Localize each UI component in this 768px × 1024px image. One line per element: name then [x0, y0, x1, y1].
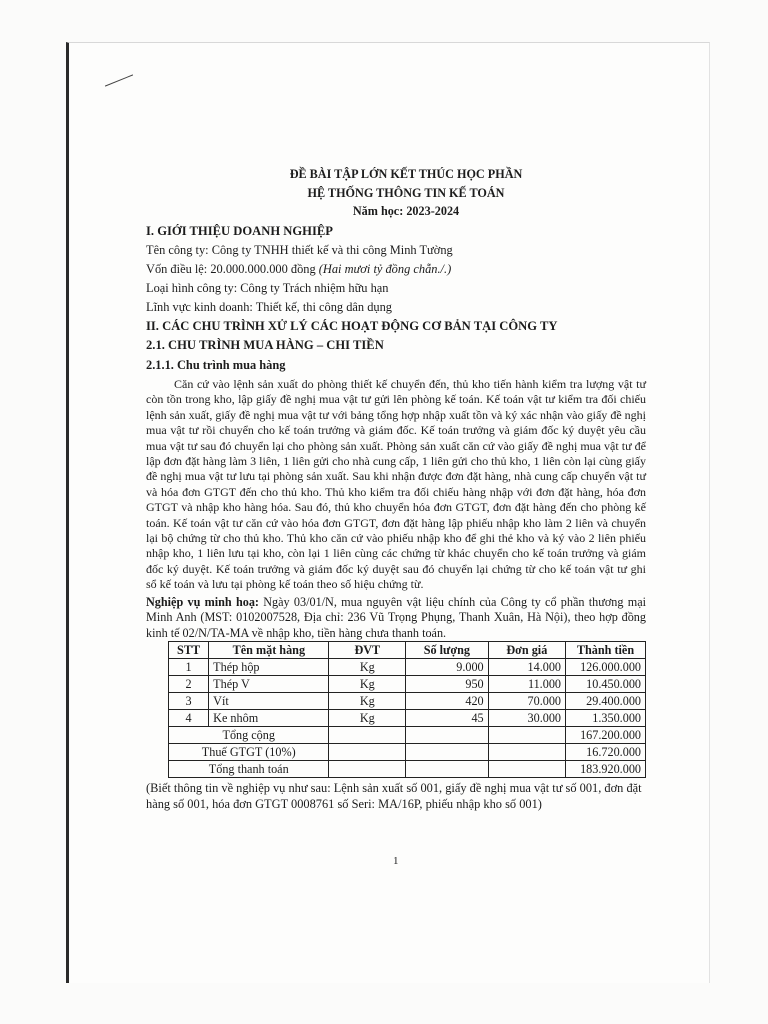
cell-quantity: 420	[406, 693, 489, 710]
process-paragraph: Căn cứ vào lệnh sản xuất do phòng thiết kế chuyển đến, thủ kho tiến hành kiểm tra lượng vật tư còn tồn trong kho, lập giấy đề nghị mua vật tư gửi lên phòng kế toán. Kế toán vật tư kiểm tra đối chiếu lệnh sản xuất, giấy đề nghị mua vật tư với bảng tổng hợp nhập xuất tồn và ký xác nhận vào giấy đề nghị mua vật tư rồi chuyển cho kế toán trưởng và giám đốc. Kế toán trưởng và giám đốc ký duyệt yêu cầu mua vật tư sau đó chuyển lại cho phòng sản xuất. Phòng sản xuất căn cứ vào giấy đề nghị mua vật tư để lập đơn đặt hàng làm 3 liên, 1 liên gửi cho nhà cung cấp, 1 liên gửi cho thủ kho, 1 liên còn lại cùng giấy đề nghị mua vật tư lưu tại phòng sản xuất. Sau khi nhận được đơn đặt hàng, nhà cung cấp chuyển vật tư và hóa đơn GTGT đến cho thủ kho. Thủ kho kiểm tra đối chiếu hàng nhập với đơn đặt hàng, hóa đơn GTGT và nhập kho hàng hóa. Sau đó, thủ kho chuyển hóa đơn GTGT, đơn đặt hàng đến cho phòng kế toán. Kế toán vật tư căn cứ vào hóa đơn GTGT, đơn đặt hàng lập phiếu nhập kho làm 2 liên và chuyển lại bộ chứng từ cho thủ kho. Thủ kho căn cứ vào phiếu nhập kho để ghi thẻ kho và ký vào 2 liên phiếu nhập kho, 1 liên lưu tại kho, còn lại 1 liên cùng các chứng từ khác chuyển cho kế toán trưởng và giám đốc ký duyệt. Kế toán trưởng và giám đốc ký duyệt sau đó chuyển lại chứng từ cho kế toán vật tư ghi sổ kế toán và lưu tại phòng kế toán theo số hiệu chứng từ.	[146, 377, 646, 592]
grand-total-row	[169, 761, 646, 778]
cell-price: 30.000	[488, 710, 565, 727]
vat-label: Thuế GTGT (10%)	[169, 744, 329, 761]
cell-amount: 126.000.000	[566, 659, 646, 676]
business-field: Lĩnh vực kinh doanh: Thiết kế, thi công dân dụng	[146, 300, 392, 314]
cell-stt: 4	[169, 710, 209, 727]
cell-price: 70.000	[488, 693, 565, 710]
empty-cell	[488, 727, 565, 744]
page-number: 1	[393, 855, 399, 867]
cell-quantity: 45	[406, 710, 489, 727]
col-header-quantity: Số lượng	[406, 642, 489, 659]
empty-cell	[488, 761, 565, 778]
cell-unit: Kg	[329, 693, 406, 710]
cell-stt: 2	[169, 676, 209, 693]
col-header-item: Tên mặt hàng	[209, 642, 329, 659]
section2-1-1-heading: 2.1.1. Chu trình mua hàng	[146, 358, 286, 372]
cell-unit: Kg	[329, 710, 406, 727]
table-row	[169, 676, 646, 693]
empty-cell	[406, 744, 489, 761]
charter-capital	[146, 260, 646, 279]
charter-capital-words: (Hai mươi tỷ đồng chẵn./.)	[318, 262, 452, 276]
table-row	[169, 693, 646, 710]
cell-price: 11.000	[488, 676, 565, 693]
document-title-line1: ĐỀ BÀI TẬP LỚN KẾT THÚC HỌC PHẦN	[289, 167, 523, 181]
company-type: Loại hình công ty: Công ty Trách nhiệm hữu hạn	[146, 281, 389, 295]
cell-price: 14.000	[488, 659, 565, 676]
col-header-amount: Thành tiền	[566, 642, 646, 659]
cell-amount: 1.350.000	[566, 710, 646, 727]
vat-row	[169, 744, 646, 761]
grand-total-value: 183.920.000	[566, 761, 646, 778]
cell-item: Thép V	[209, 676, 329, 693]
grand-total-label: Tổng thanh toán	[169, 761, 329, 778]
cell-amount: 29.400.000	[566, 693, 646, 710]
section2-1-heading: 2.1. CHU TRÌNH MUA HÀNG – CHI TIỀN	[146, 338, 384, 352]
cell-item: Thép hộp	[209, 659, 329, 676]
cell-item: Ke nhôm	[209, 710, 329, 727]
example-label: Nghiệp vụ minh hoạ:	[146, 594, 259, 609]
empty-cell	[488, 744, 565, 761]
document-title-line2: HỆ THỐNG THÔNG TIN KẾ TOÁN	[307, 186, 505, 200]
cell-amount: 10.450.000	[566, 676, 646, 693]
purchase-table	[168, 641, 646, 778]
vat-value: 16.720.000	[566, 744, 646, 761]
cell-unit: Kg	[329, 659, 406, 676]
cell-quantity: 950	[406, 676, 489, 693]
col-header-stt: STT	[169, 642, 209, 659]
section1-heading: I. GIỚI THIỆU DOANH NGHIỆP	[146, 224, 333, 238]
total-label: Tổng cộng	[169, 727, 329, 744]
cell-stt: 1	[169, 659, 209, 676]
school-year: Năm học: 2023-2024	[352, 204, 460, 218]
empty-cell	[329, 761, 406, 778]
col-header-price: Đơn giá	[488, 642, 565, 659]
total-value: 167.200.000	[566, 727, 646, 744]
cell-item: Vít	[209, 693, 329, 710]
charter-capital-value: Vốn điều lệ: 20.000.000.000 đồng	[146, 262, 316, 276]
company-name: Tên công ty: Công ty TNHH thiết kế và thi công Minh Tường	[146, 243, 453, 257]
empty-cell	[406, 761, 489, 778]
cell-stt: 3	[169, 693, 209, 710]
document-content	[146, 165, 646, 812]
empty-cell	[329, 744, 406, 761]
empty-cell	[406, 727, 489, 744]
example-text: Ngày 03/01/N, mua nguyên vật liệu chính của Công ty cổ phần thương mại Minh Anh (MST: 0102007528, Địa chỉ: 236 Vũ Trọng Phụng, Thanh Xuân, Hà Nội), theo hợp đồng kinh tế 02/N/TA-MA về nhập kho, tiền hàng chưa thanh toán.	[146, 594, 646, 640]
col-header-unit: ĐVT	[329, 642, 406, 659]
cell-quantity: 9.000	[406, 659, 489, 676]
table-row	[169, 659, 646, 676]
cell-unit: Kg	[329, 676, 406, 693]
table-row	[169, 710, 646, 727]
note-paragraph: (Biết thông tin về nghiệp vụ như sau: Lệnh sản xuất số 001, giấy đề nghị mua vật tư số 001, đơn đặt hàng số 001, hóa đơn GTGT 0008761 số Seri: MA/16P, phiếu nhập kho số 001)	[146, 781, 642, 812]
total-row	[169, 727, 646, 744]
table-header-row	[169, 642, 646, 659]
section2-heading: II. CÁC CHU TRÌNH XỬ LÝ CÁC HOẠT ĐỘNG CƠ BẢN TẠI CÔNG TY	[146, 319, 558, 333]
empty-cell	[329, 727, 406, 744]
example-paragraph	[146, 595, 646, 642]
